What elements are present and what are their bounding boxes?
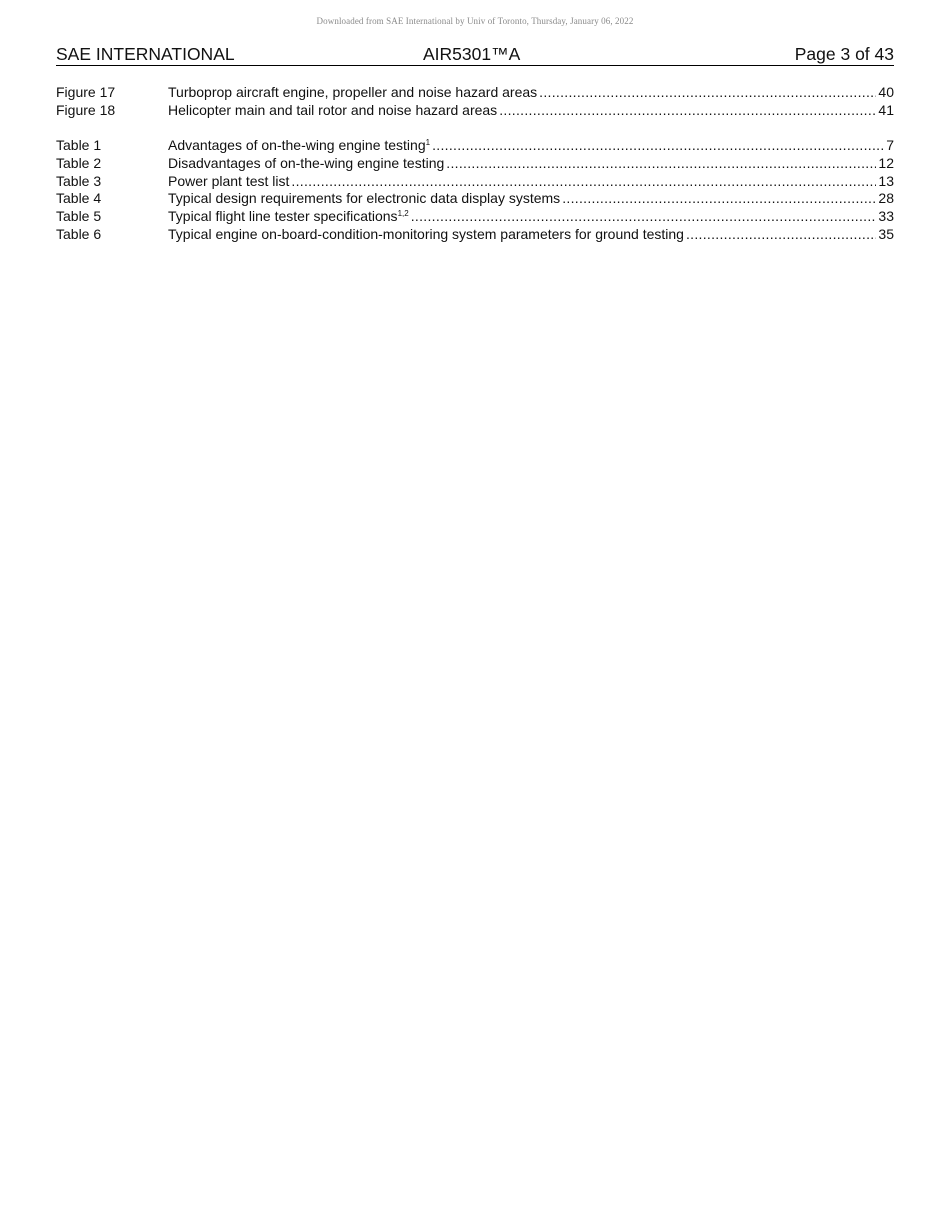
table-title	[168, 226, 684, 244]
table-entry[interactable]	[56, 155, 894, 173]
table-title	[168, 155, 444, 173]
table-entry[interactable]	[56, 208, 894, 226]
dot-leader	[291, 173, 876, 191]
figure-entry[interactable]	[56, 84, 894, 102]
table-entry[interactable]	[56, 190, 894, 208]
table-title	[168, 137, 430, 155]
table-title	[168, 173, 289, 191]
table-title-text: Typical engine on-board-condition-monitoring system parameters for ground testing	[168, 225, 684, 242]
dot-leader	[499, 102, 876, 120]
table-title-text: Disadvantages of on-the-wing engine testing	[168, 154, 445, 171]
table-footnote-ref: 1,2	[397, 209, 409, 219]
table-entry[interactable]	[56, 173, 894, 191]
table-label: Table 1	[56, 137, 102, 153]
figure-title	[168, 84, 537, 102]
table-entry[interactable]	[56, 137, 894, 155]
figure-title-text: Turboprop aircraft engine, propeller and noise hazard areas	[168, 84, 538, 100]
table-label: Table 4	[56, 190, 102, 207]
figure-entry[interactable]	[56, 102, 894, 120]
table-title	[168, 190, 560, 208]
table-page-number: 12	[878, 154, 894, 171]
table-page-number: 35	[878, 225, 894, 242]
table-title	[168, 208, 409, 226]
table-page-number: 28	[878, 190, 894, 207]
figure-page-number: 40	[878, 84, 894, 100]
header-document-id: AIR5301™A	[423, 44, 521, 64]
header-organization: SAE INTERNATIONAL	[56, 44, 235, 64]
figure-label: Figure 18	[56, 101, 116, 118]
table-title-text: Power plant test list	[168, 172, 290, 189]
dot-leader	[446, 155, 876, 173]
list-of-figures	[56, 84, 894, 120]
figure-label: Figure 17	[56, 84, 116, 100]
table-entry[interactable]	[56, 226, 894, 244]
table-footnote-ref: 1	[425, 138, 431, 147]
table-label: Table 2	[56, 154, 102, 171]
table-page-number: 13	[878, 172, 894, 189]
figure-page-number: 41	[878, 101, 894, 118]
figure-title	[168, 102, 497, 120]
table-title-text: Typical design requirements for electronic data display systems	[168, 190, 561, 207]
table-label: Table 6	[56, 225, 102, 242]
header-page-number: Page 3 of 43	[794, 44, 894, 64]
dot-leader	[539, 84, 876, 102]
page-header	[56, 44, 894, 66]
table-label: Table 3	[56, 172, 102, 189]
table-label: Table 5	[56, 208, 102, 225]
list-of-tables	[56, 137, 894, 244]
dot-leader	[686, 226, 876, 244]
figure-title-text: Helicopter main and tail rotor and noise hazard areas	[168, 101, 498, 118]
dot-leader	[562, 190, 876, 208]
table-title-text: Advantages of on-the-wing engine testing	[168, 137, 426, 153]
table-page-number: 33	[878, 208, 894, 225]
table-page-number: 7	[886, 137, 894, 153]
dot-leader	[432, 137, 884, 155]
download-watermark: Downloaded from SAE International by Univ of Toronto, Thursday, January 06, 2022	[316, 16, 634, 26]
table-title-text: Typical flight line tester specifications	[168, 208, 398, 225]
dot-leader	[411, 208, 877, 226]
